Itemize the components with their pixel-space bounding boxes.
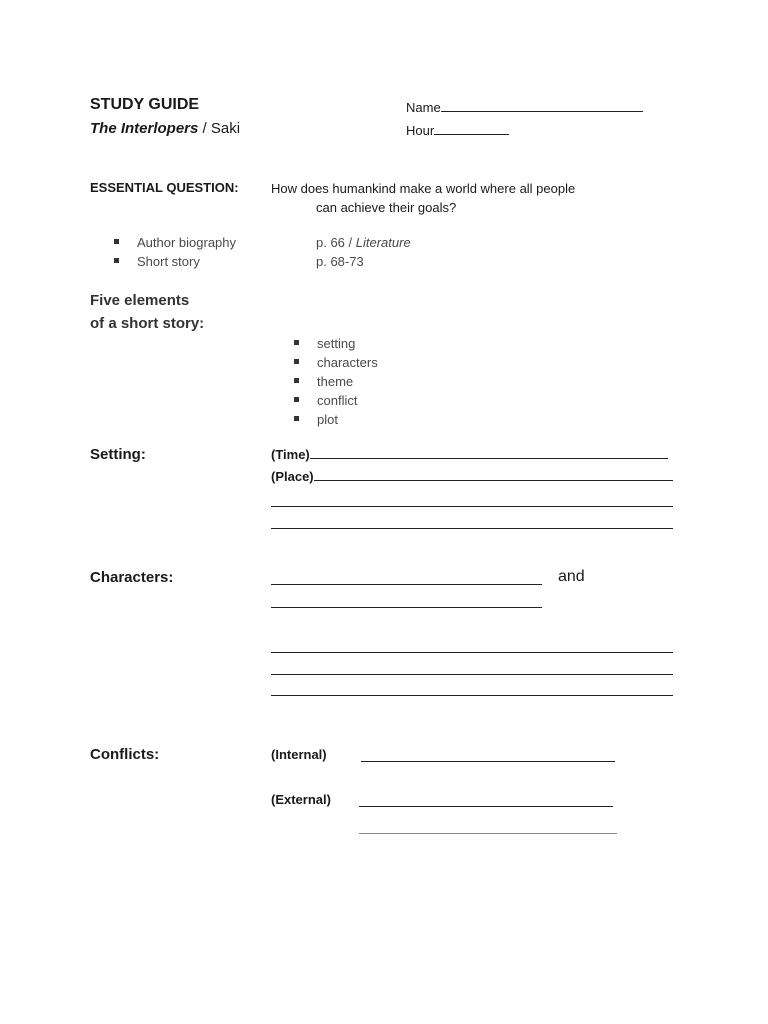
name-label: Name (406, 100, 441, 115)
characters-blank-line[interactable] (271, 652, 673, 653)
element-label: characters (317, 355, 378, 370)
bullet-icon (294, 416, 299, 421)
element-label: conflict (317, 393, 358, 408)
story-title: The Interlopers (90, 120, 199, 137)
hour-label: Hour (406, 123, 435, 138)
element-item (294, 393, 357, 408)
conflicts-label: Conflicts: (90, 746, 160, 763)
characters-and-text: and (558, 568, 585, 585)
hour-blank[interactable] (434, 134, 509, 135)
external-conflict-blank[interactable] (359, 806, 613, 807)
hour-field[interactable] (406, 123, 509, 138)
reading-page-text: p. 68-73 (316, 254, 364, 269)
element-item (294, 355, 378, 370)
place-label: (Place) (271, 469, 314, 484)
reading-label: Author biography (137, 235, 237, 250)
bullet-icon (294, 378, 299, 383)
place-field[interactable] (271, 469, 673, 484)
reading-item (114, 235, 236, 250)
time-field[interactable] (271, 447, 668, 462)
external-conflict-blank-2[interactable] (359, 833, 617, 834)
reading-page (316, 254, 364, 269)
characters-label: Characters: (90, 569, 174, 586)
reading-page (316, 235, 411, 250)
characters-blank-line[interactable] (271, 674, 673, 675)
element-item (294, 374, 353, 389)
place-blank[interactable] (314, 480, 673, 481)
reading-book: Literature (355, 235, 411, 250)
characters-blank-line[interactable] (271, 695, 673, 696)
character-blank-2[interactable] (271, 607, 542, 608)
bullet-icon (294, 397, 299, 402)
element-label: setting (317, 336, 356, 351)
element-item (294, 336, 355, 351)
element-label: theme (317, 374, 354, 389)
elements-heading-line2: of a short story: (90, 315, 205, 332)
element-item (294, 412, 338, 427)
story-byline (90, 120, 240, 137)
character-blank-1[interactable] (271, 584, 542, 585)
essential-question-line1: How does humankind make a world where all people (271, 181, 576, 196)
time-label: (Time) (271, 447, 310, 462)
name-field[interactable] (406, 100, 643, 115)
bullet-icon (294, 340, 299, 345)
essential-question-label: ESSENTIAL QUESTION: (90, 180, 239, 195)
setting-blank-line[interactable] (271, 506, 673, 507)
internal-conflict-blank[interactable] (361, 761, 615, 762)
bullet-icon (114, 258, 119, 263)
bullet-icon (114, 239, 119, 244)
time-blank[interactable] (310, 458, 668, 459)
external-label: (External) (271, 792, 331, 807)
story-author: / Saki (198, 120, 241, 137)
reading-item (114, 254, 200, 269)
setting-label: Setting: (90, 446, 146, 463)
reading-label: Short story (137, 254, 200, 269)
elements-heading-line1: Five elements (90, 292, 190, 309)
internal-label: (Internal) (271, 747, 327, 762)
bullet-icon (294, 359, 299, 364)
name-blank[interactable] (441, 111, 643, 112)
reading-page-text: p. 66 / (316, 235, 356, 250)
page-title: STUDY GUIDE (90, 96, 200, 113)
setting-blank-line[interactable] (271, 528, 673, 529)
element-label: plot (317, 412, 338, 427)
essential-question-line2: can achieve their goals? (316, 200, 457, 215)
